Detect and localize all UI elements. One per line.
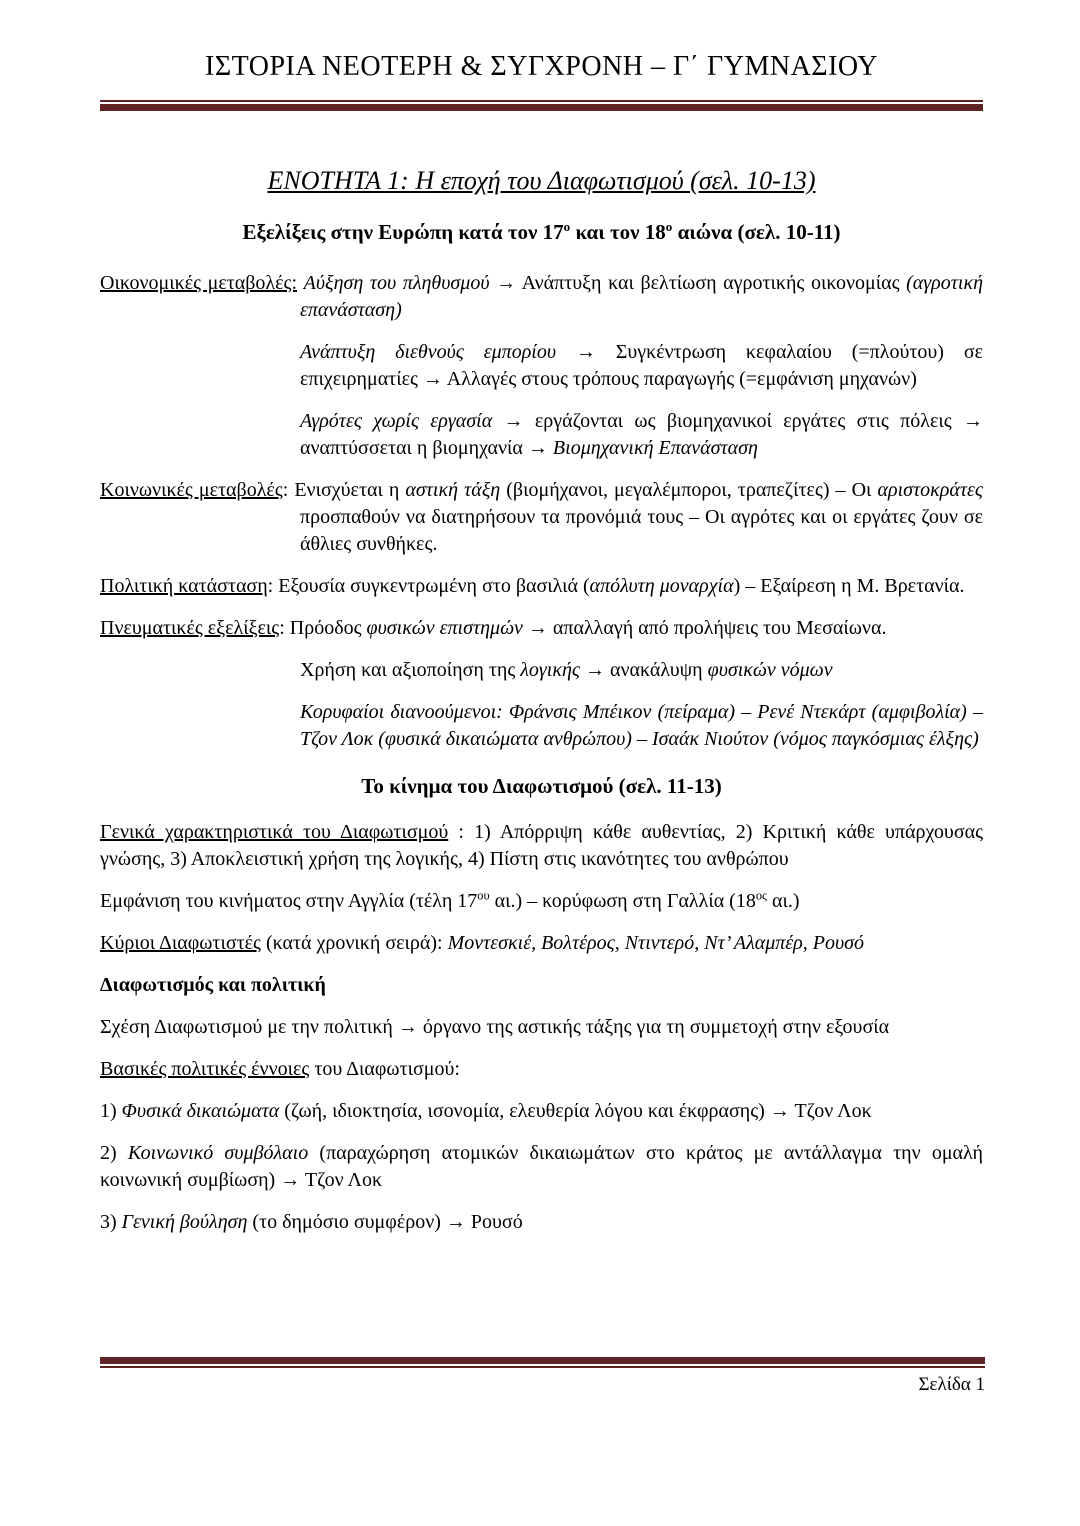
text-run: Αύξηση του πληθυσμού [303,272,490,294]
text-run: (το δημόσιο συμφέρον) → Ρουσό [247,1211,523,1233]
para-economic-changes [100,270,983,324]
text-run: Σχέση Διαφωτισμού με την πολιτική → όργανο της αστικής τάξης για τη συμμετοχή στην εξουσία [100,1016,890,1038]
text-run [297,272,304,294]
para-political-situation [100,573,983,600]
text-run: 1) [100,1100,122,1122]
page-number: Σελίδα 1 [918,1374,985,1395]
text-run: φυσικών επιστημών [366,617,523,639]
text-run: Μοντεσκιέ, Βολτέρος, Ντιντερό, Ντ’ Αλαμπέρ, Ρουσό [447,932,865,954]
para-general-will [100,1209,983,1236]
text-run: Αγρότες χωρίς εργασία [300,410,493,432]
text-run: Κορυφαίοι διανοούμενοι: Φράνσις Μπέικον (πείραμα) – Ρενέ Ντεκάρτ (αμφιβολία) – Τζον Λοκ (φυσικά δικαιώματα ανθρώπου) – Ισαάκ Νιούτον (νόμος παγκόσμιας έλξης) [300,701,983,750]
text-run: → Ανάπτυξη και βελτίωση αγροτικής οικονομίας [489,272,907,294]
text-run: Κύριοι Διαφωτιστές [100,932,261,954]
para-intellectual-developments [100,615,983,642]
text-run: (παραχώρηση ατομικών δικαιωμάτων στο κράτος με αντάλλαγμα την ομαλή κοινωνική συμβίωση) → Τζον Λοκ [100,1142,984,1191]
text-run: → εργάζονται ως βιομηχανικοί εργάτες στις πόλεις → αναπτύσσεται η βιομηχανία → [300,410,983,459]
para-trade-growth [300,339,983,393]
document-body [100,270,983,1236]
text-run: Γενική βούληση [121,1211,248,1233]
text-run: φυσικών νόμων [707,659,833,681]
text-run: ου [477,888,490,903]
document-header-title: ΙΣΤΟΡΙΑ ΝΕΟΤΕΡΗ & ΣΥΓΧΡΟΝΗ – Γ΄ ΓΥΜΝΑΣΙΟΥ [205,51,878,82]
text-run: αιώνα (σελ. 10-11) [672,220,841,244]
text-run: Πολιτική κατάσταση [100,575,268,597]
para-use-of-logic [300,657,983,684]
text-run: ο [563,219,571,234]
footer [100,1357,985,1397]
para-general-characteristics [100,819,983,873]
text-run: Εμφάνιση του κινήματος στην Αγγλία (τέλη 17 [100,890,478,912]
footer-rule-thin-line [100,1366,985,1368]
text-run: Φυσικά δικαιώματα [121,1100,280,1122]
heading-enlightenment-and-politics [100,972,983,999]
text-run: → απαλλαγή από προλήψεις του Μεσαίωνα. [522,617,887,639]
para-social-contract [100,1140,983,1194]
text-run: Οικονομικές μεταβολές: [100,272,297,294]
text-run: Χρήση και αξιοποίηση της [300,659,521,681]
text-run: αστική τάξη [405,479,501,501]
text-run: Πνευματικές εξελίξεις [100,617,280,639]
text-run: Κοινωνικές μεταβολές [100,479,283,501]
text-run: Κοινωνικό συμβόλαιο [127,1142,309,1164]
para-leading-intellectuals [300,699,983,753]
text-run: λογικής [520,659,581,681]
para-social-changes [100,477,983,558]
text-run: Βασικές πολιτικές έννοιες [100,1058,310,1080]
text-run: Το κίνημα του Διαφωτισμού (σελ. 11-13) [361,774,722,798]
heading-europe-developments [100,219,983,246]
text-run: : 1) Απόρριψη κάθε αυθεντίας, 2) Κριτική κάθε υπάρχουσας γνώσης, 3) Αποκλειστική χρήση της λογικής, 4) Πίστη στις ικανότητες του ανθρώπου [100,821,983,870]
para-movement-appearance [100,888,983,915]
para-relation-to-politics [100,1014,983,1041]
text-run: ο [665,219,673,234]
para-farmers-without-work [300,408,983,462]
text-run: : Εξουσία συγκεντρωμένη στο βασιλιά ( [267,575,590,597]
text-run: 2) [100,1142,128,1164]
text-run: Ανάπτυξη διεθνούς εμπορίου [300,341,557,363]
text-run: Εξελίξεις στην Ευρώπη κατά τον 17 [242,220,564,244]
text-run: και τον 18 [570,220,666,244]
text-run: αριστοκράτες [877,479,983,501]
header-rule-thick-line [100,104,983,111]
para-natural-rights [100,1098,983,1125]
header-rule-divider [100,100,983,111]
text-run: (αγροτική επανάσταση) [300,272,983,321]
para-main-enlighteners [100,930,983,957]
text-run: Διαφωτισμός και πολιτική [100,974,326,996]
text-run: ) – Εξαίρεση η Μ. Βρετανία. [733,575,965,597]
text-run: του Διαφωτισμού: [309,1058,460,1080]
footer-rule-thick-line [100,1357,985,1364]
text-run: : Ενισχύεται η [282,479,406,501]
text-run: (βιομήχανοι, μεγαλέμποροι, τραπεζίτες) – Οι [500,479,878,501]
text-run: απόλυτη μοναρχία [589,575,734,597]
text-run: (ζωή, ιδιοκτησία, ισονομία, ελευθερία λόγου και έκφρασης) → Τζον Λοκ [279,1100,872,1122]
text-run: ος [755,888,767,903]
para-basic-political-concepts [100,1056,983,1083]
section-title: ΕΝΟΤΗΤΑ 1: Η εποχή του Διαφωτισμού (σελ. 10-13) [267,166,816,195]
text-run: → ανακάλυψη [580,659,708,681]
text-run: : Πρόοδος [279,617,367,639]
text-run: Βιομηχανική Επανάσταση [552,437,758,459]
text-run: αι.) – κορύφωση στη Γαλλία (18 [489,890,756,912]
text-run: → Συγκέντρωση κεφαλαίου (=πλούτου) σε επιχειρηματίες → Αλλαγές στους τρόπους παραγωγής (=εμφάνιση μηχανών) [300,341,983,390]
heading-enlightenment-movement [100,773,983,800]
text-run: 3) [100,1211,122,1233]
text-run: προσπαθούν να διατηρήσουν τα προνόμιά τους – Οι αγρότες και οι εργάτες ζουν σε άθλιες συνθήκες. [300,506,983,555]
text-run: (κατά χρονική σειρά): [260,932,448,954]
text-run: Γενικά χαρακτηριστικά του Διαφωτισμού [100,821,449,843]
text-run: αι.) [766,890,800,912]
